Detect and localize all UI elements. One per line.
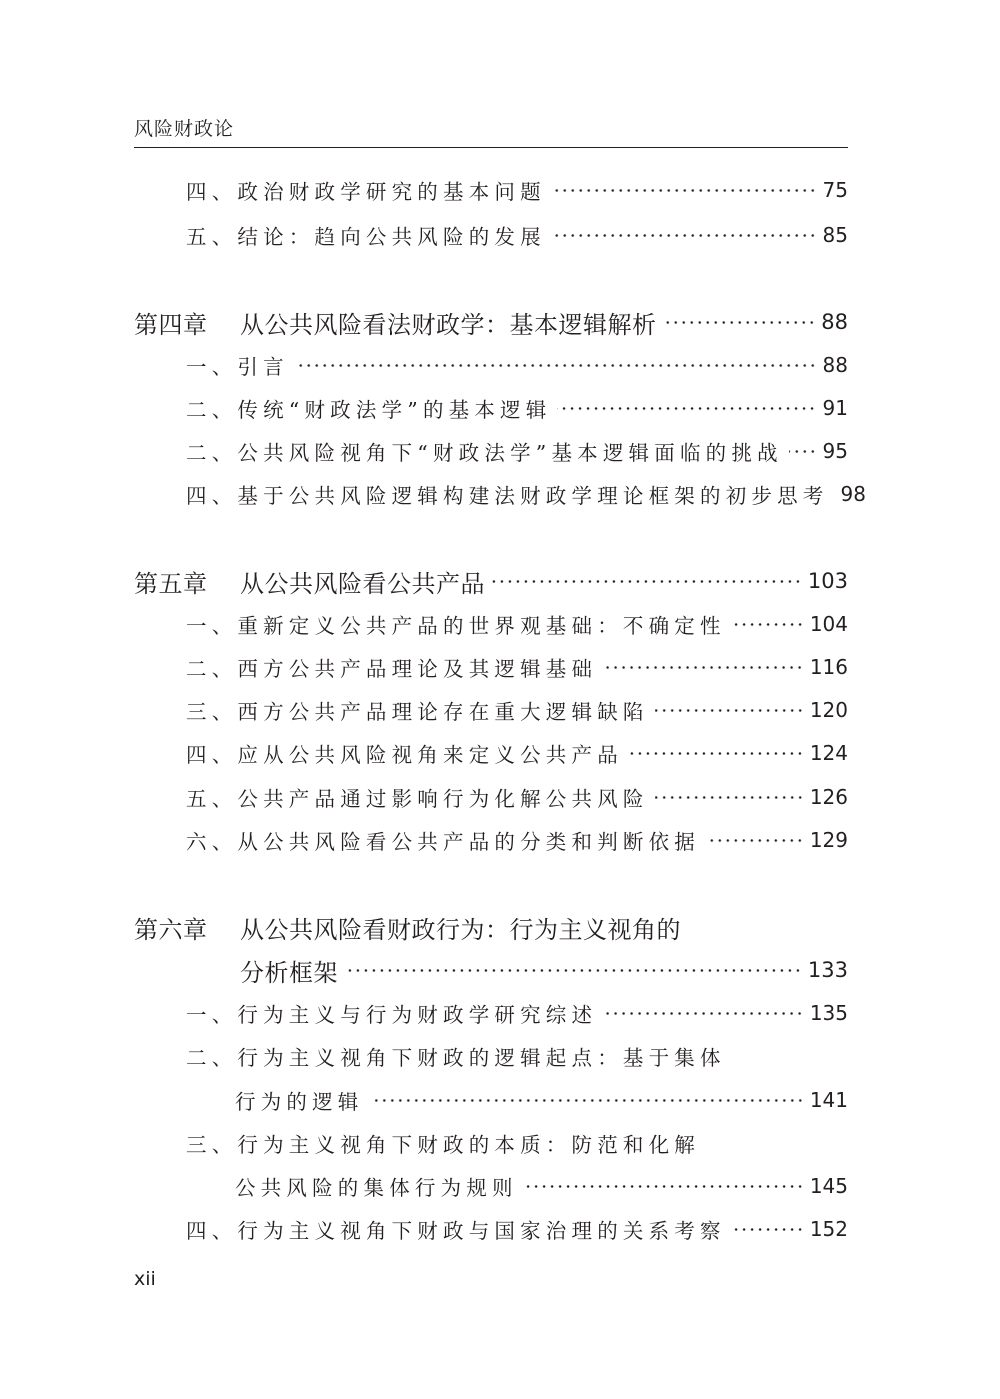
toc-entry[interactable]: [186, 993, 848, 1033]
running-head: 风险财政论: [134, 118, 235, 140]
toc-entry-title: 一、重新定义公共产品的世界观基础：不确定性: [186, 614, 726, 638]
toc-entry-title: 一、引言: [186, 355, 289, 379]
toc-entry-title: 四、政治财政学研究的基本问题: [186, 180, 546, 204]
chapter-page: 133: [807, 958, 848, 982]
toc-chapter[interactable]: [134, 907, 848, 947]
dot-leader: [789, 450, 817, 453]
dot-leader: [603, 1012, 804, 1015]
toc-entry-page: 120: [809, 698, 848, 722]
dot-leader: [603, 666, 804, 669]
header-rule: [134, 147, 848, 148]
toc-entry-title: 三、行为主义视角下财政的本质：防范和化解: [186, 1133, 700, 1157]
toc-entry[interactable]: [186, 690, 848, 730]
dot-leader: [524, 1185, 804, 1188]
toc-entry-page: 88: [822, 353, 848, 377]
toc-entry-continuation[interactable]: [235, 1166, 848, 1206]
chapter-title: 从公共风险看法财政学：基本逻辑解析: [240, 310, 657, 339]
toc-entry-page: 85: [822, 223, 848, 247]
toc-entry[interactable]: [186, 1036, 848, 1076]
toc-entry-page: 145: [809, 1174, 848, 1198]
toc-entry-page: 126: [809, 785, 848, 809]
toc-entry-page: 141: [809, 1088, 848, 1112]
toc-entry-page: 124: [809, 741, 848, 765]
toc-entry-continuation[interactable]: [235, 1080, 848, 1120]
toc-entry-page: 75: [822, 178, 848, 202]
toc-entry-page: 129: [809, 828, 848, 852]
page-number: xii: [134, 1268, 156, 1290]
dot-leader: [344, 969, 802, 972]
toc-entry[interactable]: [186, 431, 848, 471]
toc-entry[interactable]: [186, 604, 848, 644]
toc-entry[interactable]: [186, 777, 848, 817]
chapter-number: 第五章: [134, 569, 208, 598]
chapter-page: 103: [807, 569, 848, 593]
toc-chapter[interactable]: [134, 561, 848, 601]
toc-entry[interactable]: [186, 1209, 848, 1249]
toc-entry-title: 四、应从公共风险视角来定义公共产品: [186, 743, 623, 767]
chapter-number: 第四章: [134, 310, 208, 339]
dot-leader: [629, 752, 804, 755]
toc-entry[interactable]: [186, 170, 848, 210]
toc-entry[interactable]: [186, 1123, 848, 1163]
toc-entry[interactable]: [186, 345, 848, 385]
chapter-page: 88: [821, 310, 848, 334]
dot-leader: [706, 839, 804, 842]
toc-entry-title: 二、传统“财政法学”的基本逻辑: [186, 398, 552, 422]
toc-entry-title-continued: 行为的逻辑: [235, 1090, 364, 1114]
dot-leader: [370, 1099, 804, 1102]
dot-leader: [655, 709, 804, 712]
toc-entry-title: 五、结论：趋向公共风险的发展: [186, 225, 546, 249]
toc-entry-title: 一、行为主义与行为财政学研究综述: [186, 1003, 598, 1027]
chapter-title: 从公共风险看财政行为：行为主义视角的: [240, 915, 681, 944]
dot-leader: [663, 321, 816, 324]
toc-entry-title: 六、从公共风险看公共产品的分类和判断依据: [186, 830, 700, 854]
toc-entry-page: 116: [809, 655, 848, 679]
toc-entry-page: 104: [809, 612, 848, 636]
toc-entry[interactable]: [186, 215, 848, 255]
toc-entry-title: 二、行为主义视角下财政的逻辑起点：基于集体: [186, 1046, 726, 1070]
toc-entry[interactable]: [186, 820, 848, 860]
chapter-title-continued: 分析框架: [240, 958, 338, 987]
dot-leader: [295, 364, 817, 367]
dot-leader: [732, 1228, 804, 1231]
dot-leader: [557, 407, 816, 410]
toc-chapter-continuation[interactable]: [240, 950, 848, 990]
toc-entry[interactable]: [186, 733, 848, 773]
dot-leader: [655, 796, 804, 799]
toc-entry-title: 二、公共风险视角下“财政法学”基本逻辑面临的挑战: [186, 441, 783, 465]
toc-entry-title: 三、西方公共产品理论存在重大逻辑缺陷: [186, 700, 649, 724]
toc-entry-page: 98: [840, 482, 866, 506]
toc-entry[interactable]: [186, 647, 848, 687]
toc-entry-page: 95: [822, 439, 848, 463]
dot-leader: [552, 189, 817, 192]
dot-leader: [552, 234, 817, 237]
toc-entry-title: 四、基于公共风险逻辑构建法财政学理论框架的初步思考: [186, 484, 829, 508]
toc-entry[interactable]: [186, 388, 848, 428]
toc-entry-page: 135: [809, 1001, 848, 1025]
chapter-title: 从公共风险看公共产品: [240, 569, 485, 598]
toc-entry-title: 四、行为主义视角下财政与国家治理的关系考察: [186, 1219, 726, 1243]
toc-entry-page: 91: [822, 396, 848, 420]
toc-entry-title-continued: 公共风险的集体行为规则: [235, 1176, 518, 1200]
chapter-number: 第六章: [134, 915, 208, 944]
toc-entry[interactable]: [186, 474, 866, 514]
toc-entry-page: 152: [809, 1217, 848, 1241]
toc-chapter[interactable]: [134, 302, 848, 342]
toc-entry-title: 二、西方公共产品理论及其逻辑基础: [186, 657, 598, 681]
dot-leader: [732, 623, 804, 626]
toc-entry-title: 五、公共产品通过影响行为化解公共风险: [186, 787, 649, 811]
dot-leader: [491, 580, 802, 583]
